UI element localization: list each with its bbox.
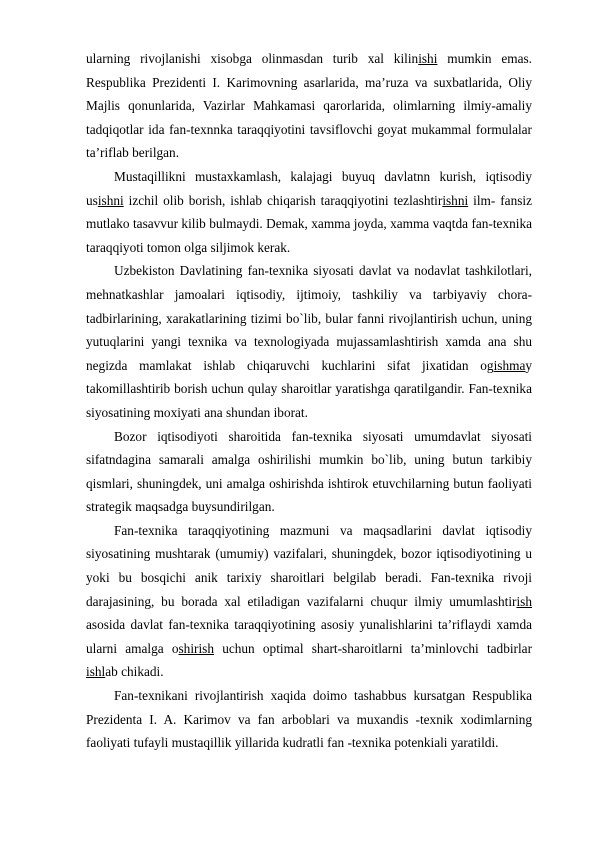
text-segment: ab chikadi. [105, 664, 164, 680]
text-segment: uchun optimal shart-sharoitlarni ta’minlovchi tadbirlar [213, 640, 533, 656]
text-segment: Fan-texnika taraqqiyotining mazmuni va maqsadlarini davlat iqtisodiy siyosatining mushtarak (umumiy) vazifalari, shuningdek, bozor iqtisodiyotining u yoki bu bosqichi anik tarixiy sharoitlari belgilab beradi. Fan-texnika rivoji darajasining, bu borada xal etiladigan vazifalarni chuqur ilmiy umumlashtir [86, 522, 532, 609]
paragraph [86, 425, 532, 519]
paragraph [86, 684, 532, 755]
underlined-text: ishma [493, 357, 526, 373]
text-segment: Uzbekiston Davlatining fan-texnika siyosati davlat va nodavlat tashkilotlari, mehnatkashlar jamoalari iqtisodiy, ijtimoiy, tashkiliy va tarbiyaviy chora-tadbirlarining, xarakatlarining tizimi bo`lib, bular fanni rivojlantirish uchun, uning yutuqlarini yangi texnika va texnologiyada mujassamlashtirish xamda ana shu negizda mamlakat ishlab chiqaruvchi kuchlarini sifat jixatidan og [86, 263, 532, 373]
text-segment: y takomillashtirib borish uchun qulay sharoitlar yaratishga qaratilgandir. Fan-texnika siyosatining moxiyati ana shundan iborat. [86, 357, 532, 420]
text-segment: Fan-texnikani rivojlantirish xaqida doimo tashabbus kursatgan Respublika Prezidenta I. A. Karimov va fan arboblari va muxandis -texnik xodimlarning faoliyati tufayli mustaqillik yillarida kudratli fan -texnika potenkiali yaratildi. [86, 688, 532, 751]
document-page [86, 47, 532, 755]
text-segment: ilm- fansiz mutlako tasavvur kilib bulmaydi. Demak, xamma joyda, xamma vaqtda fan-texnika taraqqiyoti tomon olga siljimok kerak. [86, 192, 532, 255]
underlined-text: shirish [178, 640, 214, 656]
paragraph [86, 47, 532, 165]
text-segment: ularning rivojlanishi xisobga olinmasdan turib xal kilin [86, 51, 419, 66]
underlined-text: ishni [97, 192, 124, 208]
underlined-text: ishi [418, 51, 438, 66]
paragraph [86, 165, 532, 259]
text-segment: Bozor iqtisodiyoti sharoitida fan-texnika siyosati umumdavlat siyosati sifatndagina samarali amalga oshirilishi mumkin bo`lib, uning butun tarkibiy qismlari, shuningdek, uni amalga oshirishda ishtirok etuvchilarning butun faoliyati strategik maqsadga buysundirilgan. [86, 428, 532, 515]
paragraph [86, 259, 532, 424]
text-segment: mumkin emas. Respublika Prezidenti I. Karimovning asarlarida, ma’ruza va suxbatlarida, Oliy Majlis qonunlarida, Vazirlar Mahkamasi qarorlarida, olimlarning ilmiy-amaliy tadqiqotlar ida fan-texnnka taraqqiyotini tavsiflovchi goyat mukammal formulalar ta’riflab berilgan. [86, 51, 533, 161]
underlined-text: ishni [442, 192, 469, 208]
underlined-text: ish [516, 593, 532, 609]
text-segment: asosida davlat fan-texnika taraqqiyotining asosiy yunalishlarini ta’riflaydi xamda ularni amalga o [86, 617, 532, 656]
text-segment: Mustaqillikni mustaxkamlash, kalajagi buyuq davlatnn kurish, iqtisodiy us [86, 168, 532, 208]
paragraph [86, 519, 532, 684]
underlined-text: ishl [86, 664, 106, 680]
text-segment: izchil olib borish, ishlab chiqarish taraqqiyotini tezlashtir [123, 192, 443, 208]
